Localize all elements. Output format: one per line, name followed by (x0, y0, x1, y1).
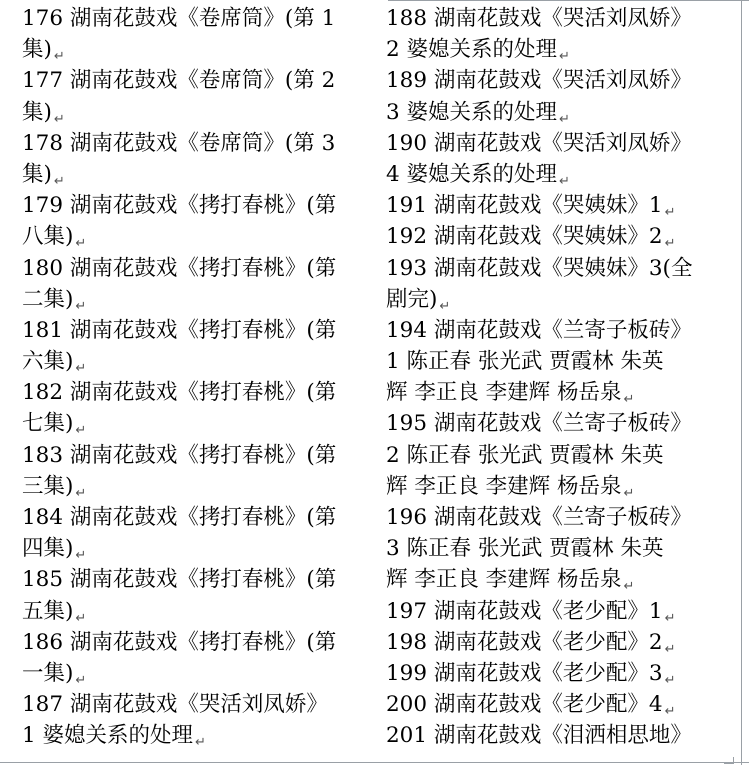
list-item (386, 221, 731, 252)
text-line (386, 471, 731, 502)
list-item (386, 3, 731, 65)
line-text: 188 湖南花鼓戏《哭活刘凤娇》 (386, 6, 692, 31)
list-item (22, 564, 366, 626)
paragraph-mark-icon: ↵ (664, 704, 676, 720)
text-line (386, 596, 731, 627)
paragraph-mark-icon: ↵ (559, 49, 570, 65)
line-text: 184 湖南花鼓戏《拷打春桃》(第 (22, 505, 337, 530)
text-line (386, 128, 731, 159)
line-text: 3 婆媳关系的处理 (386, 99, 558, 125)
text-line (22, 253, 366, 284)
text-line (22, 408, 366, 439)
line-text: 182 湖南花鼓戏《拷打春桃》(第 (22, 380, 337, 406)
line-text: 集) (22, 37, 52, 63)
text-line (386, 221, 731, 252)
text-line (386, 159, 731, 190)
line-text: 六集) (22, 349, 74, 375)
text-line (22, 284, 366, 315)
line-text: 八集) (22, 224, 74, 250)
text-line (22, 564, 366, 595)
text-line (386, 253, 731, 284)
paragraph-mark-icon: ↵ (195, 735, 206, 751)
text-line (22, 221, 366, 252)
text-line (386, 190, 731, 221)
list-item (22, 377, 366, 439)
line-text: 4 婆媳关系的处理 (386, 161, 558, 187)
line-text: 192 湖南花鼓戏《哭姨妹》2 (386, 224, 663, 250)
list-item (386, 502, 731, 596)
paragraph-mark-icon: ↵ (664, 641, 676, 657)
text-line (22, 720, 366, 751)
text-line (22, 377, 366, 408)
list-item (386, 596, 731, 627)
text-line (386, 440, 731, 471)
line-text: 辉 李正良 李建辉 杨岳泉 (386, 473, 622, 499)
line-text: 197 湖南花鼓戏《老少配》1 (386, 598, 663, 624)
list-item (22, 65, 366, 127)
line-text: 2 陈正春 张光武 贾霞林 朱英 (386, 442, 664, 468)
text-line (22, 159, 366, 190)
list-item (22, 128, 366, 190)
paragraph-mark-icon: ↵ (664, 672, 676, 688)
paragraph-mark-icon: ↵ (623, 485, 635, 501)
list-item (386, 128, 731, 190)
line-text: 五集) (22, 598, 74, 624)
line-text: 二集) (22, 286, 74, 312)
text-line (386, 3, 731, 34)
paragraph-mark-icon: ↵ (559, 173, 570, 189)
list-item (386, 65, 731, 127)
list-item (22, 689, 366, 751)
paragraph-mark-icon: ↵ (75, 361, 87, 377)
paragraph-mark-icon: ↵ (439, 298, 451, 314)
text-boundary-corner-mark (724, 757, 734, 764)
list-item (386, 408, 731, 502)
paragraph-mark-icon: ↵ (53, 173, 65, 189)
paragraph-mark-icon: ↵ (664, 610, 676, 626)
text-line (22, 128, 366, 159)
list-item (22, 627, 366, 689)
list-item (386, 658, 731, 689)
line-text: 176 湖南花鼓戏《卷席筒》(第 1 (22, 6, 336, 31)
text-line (386, 34, 731, 65)
paragraph-mark-icon: ↵ (623, 579, 635, 595)
line-text: 196 湖南花鼓戏《兰寄子板砖》 (386, 505, 692, 530)
list-item (386, 720, 731, 751)
line-text: 190 湖南花鼓戏《哭活刘凤娇》 (386, 130, 692, 156)
line-text: 三集) (22, 473, 74, 499)
text-line (386, 65, 731, 96)
list-item (386, 689, 731, 720)
text-line (22, 596, 366, 627)
paragraph-mark-icon: ↵ (75, 485, 87, 501)
text-line (22, 315, 366, 346)
text-line (22, 97, 366, 128)
line-text: 181 湖南花鼓戏《拷打春桃》(第 (22, 317, 337, 343)
text-line (386, 97, 731, 128)
paragraph-mark-icon: ↵ (75, 298, 87, 314)
list-item (386, 253, 731, 315)
line-text: 辉 李正良 李建辉 杨岳泉 (386, 380, 622, 406)
list-item (22, 190, 366, 252)
list-item (386, 315, 731, 409)
line-text: 四集) (22, 536, 74, 562)
list-item (22, 502, 366, 564)
line-text: 一集) (22, 660, 74, 686)
text-line (22, 346, 366, 377)
text-line (22, 3, 366, 34)
line-text: 187 湖南花鼓戏《哭活刘凤娇》 (22, 692, 328, 718)
page-border-right (741, 0, 742, 765)
text-line (22, 689, 366, 720)
paragraph-mark-icon: ↵ (664, 205, 676, 221)
line-text: 191 湖南花鼓戏《哭姨妹》1 (386, 193, 663, 219)
text-line (386, 627, 731, 658)
text-line (22, 658, 366, 689)
list-item (22, 315, 366, 377)
line-text: 177 湖南花鼓戏《卷席筒》(第 2 (22, 68, 336, 94)
text-line (386, 284, 731, 315)
line-text: 189 湖南花鼓戏《哭活刘凤娇》 (386, 68, 692, 94)
text-line (386, 564, 731, 595)
text-line (22, 440, 366, 471)
line-text: 183 湖南花鼓戏《拷打春桃》(第 (22, 442, 337, 468)
paragraph-mark-icon: ↵ (559, 111, 570, 127)
line-text: 193 湖南花鼓戏《哭姨妹》3(全 (386, 255, 693, 281)
page-border-bottom (0, 762, 749, 763)
text-line (386, 346, 731, 377)
line-text: 剧完) (386, 286, 438, 312)
text-line (386, 533, 731, 564)
list-item (22, 440, 366, 502)
paragraph-mark-icon: ↵ (75, 236, 87, 252)
paragraph-mark-icon: ↵ (75, 548, 87, 564)
line-text: 179 湖南花鼓戏《拷打春桃》(第 (22, 193, 337, 219)
line-text: 集) (22, 99, 52, 125)
line-text: 1 婆媳关系的处理 (22, 723, 194, 749)
text-line (386, 377, 731, 408)
line-text: 178 湖南花鼓戏《卷席筒》(第 3 (22, 130, 336, 156)
line-text: 185 湖南花鼓戏《拷打春桃》(第 (22, 567, 337, 593)
paragraph-mark-icon: ↵ (75, 423, 87, 439)
text-line (386, 502, 731, 533)
line-text: 七集) (22, 411, 74, 437)
line-text: 186 湖南花鼓戏《拷打春桃》(第 (22, 629, 337, 655)
paragraph-mark-icon: ↵ (623, 392, 635, 408)
list-item (22, 3, 366, 65)
text-line (22, 502, 366, 533)
line-text: 199 湖南花鼓戏《老少配》3 (386, 660, 663, 686)
text-line (22, 627, 366, 658)
line-text: 3 陈正春 张光武 贾霞林 朱英 (386, 536, 664, 562)
line-text: 200 湖南花鼓戏《老少配》4 (386, 692, 663, 718)
text-line (386, 315, 731, 346)
page-border-top (388, 0, 749, 1)
text-line (22, 533, 366, 564)
line-text: 1 陈正春 张光武 贾霞林 朱英 (386, 349, 664, 375)
line-text: 2 婆媳关系的处理 (386, 37, 558, 63)
text-line (386, 408, 731, 439)
text-line (386, 720, 731, 751)
line-text: 180 湖南花鼓戏《拷打春桃》(第 (22, 255, 337, 281)
paragraph-mark-icon: ↵ (75, 672, 87, 688)
paragraph-mark-icon: ↵ (75, 610, 87, 626)
paragraph-mark-icon: ↵ (53, 49, 65, 65)
line-text: 201 湖南花鼓戏《泪洒相思地》 (386, 723, 692, 749)
list-item (386, 190, 731, 221)
line-text: 辉 李正良 李建辉 杨岳泉 (386, 567, 622, 593)
text-line (22, 190, 366, 221)
right-text-column (386, 3, 731, 752)
line-text: 集) (22, 161, 52, 187)
text-line (386, 658, 731, 689)
paragraph-mark-icon: ↵ (664, 236, 676, 252)
text-line (22, 34, 366, 65)
line-text: 194 湖南花鼓戏《兰寄子板砖》 (386, 317, 692, 343)
left-text-column (22, 3, 366, 752)
list-item (386, 627, 731, 658)
list-item (22, 253, 366, 315)
text-line (22, 65, 366, 96)
paragraph-mark-icon: ↵ (53, 111, 65, 127)
line-text: 195 湖南花鼓戏《兰寄子板砖》 (386, 411, 692, 437)
line-text: 198 湖南花鼓戏《老少配》2 (386, 629, 663, 655)
text-line (386, 689, 731, 720)
text-line (22, 471, 366, 502)
